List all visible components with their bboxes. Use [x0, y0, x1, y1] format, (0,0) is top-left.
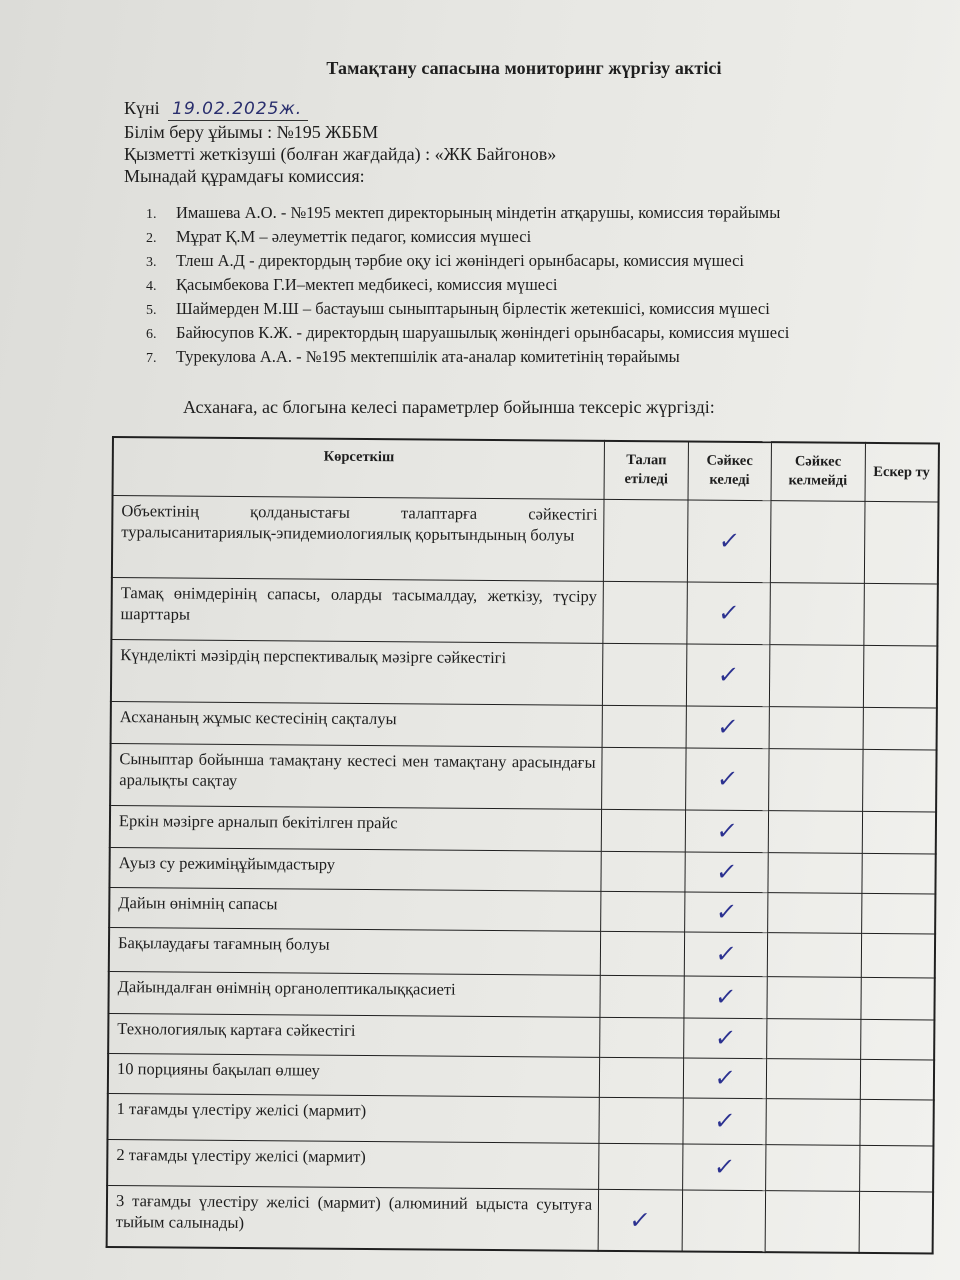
indicator-cell: 1 тағамды үлестіру желісі (мармит)	[107, 1093, 599, 1143]
checkmark-icon: ✓	[712, 1152, 737, 1181]
indicator-cell: Бақылаудағы тағамның болуы	[109, 927, 601, 975]
indicator-cell: Дайындалған өнімнің органолептикалыққасиеті	[108, 971, 600, 1017]
commission-member	[146, 273, 789, 297]
required-cell	[600, 931, 684, 976]
table-row	[112, 495, 939, 583]
non-compliant-cell	[769, 706, 863, 749]
document-title: Тамақтану сапасына мониторинг жүргізу актісі	[326, 58, 722, 78]
required-cell	[601, 891, 685, 932]
checkmark-icon: ✓	[715, 660, 741, 689]
table-row	[109, 847, 935, 893]
note-cell	[864, 501, 939, 584]
note-cell	[863, 583, 937, 646]
member-text: Тлеш А.Д - директордың тәрбие оқу ісі жөніндегі орынбасары, комиссия мүшесі	[176, 251, 744, 270]
compliant-cell	[683, 1058, 766, 1099]
commission-member	[146, 201, 789, 225]
commission-member	[146, 225, 789, 249]
date-label: Күні	[124, 98, 160, 118]
date-value-handwritten: 19.02.2025ж.	[168, 98, 308, 121]
non-compliant-cell	[768, 748, 862, 811]
inspection-intro: Асханаға, ас блогына келесі параметрлер бойынша тексеріс жүргізді:	[183, 397, 715, 417]
indicator-cell: 2 тағамды үлестіру желісі (мармит)	[107, 1139, 599, 1189]
commission-members-list	[146, 201, 789, 369]
required-cell	[600, 1017, 684, 1058]
commission-member	[146, 345, 789, 369]
commission-label: Мынадай құрамдағы комиссия:	[124, 166, 365, 186]
checkmark-icon: ✓	[715, 764, 740, 793]
note-cell	[859, 1191, 933, 1254]
compliant-cell	[687, 500, 770, 583]
commission-member	[146, 297, 789, 321]
header-note: Ескер ту	[865, 443, 939, 502]
table-row	[107, 1139, 933, 1191]
member-text: Байюсупов К.Ж. - директордың шаруашылық жөніндегі орынбасары, комиссия мүшесі	[176, 323, 790, 342]
non-compliant-cell	[767, 892, 861, 933]
note-cell	[860, 1099, 934, 1146]
required-cell	[601, 851, 685, 892]
indicator-cell: Объектінің қолданыстағы талаптарға сәйкестігі туралысанитариялық-эпидемиологиялық қорытындының болуы	[112, 495, 604, 581]
compliant-cell	[686, 706, 769, 749]
member-text: Имашева А.О. - №195 мектеп директорының міндетін атқарушы, комиссия төрайымы	[176, 203, 781, 222]
checkmark-icon: ✓	[714, 857, 739, 886]
checkmark-icon: ✓	[715, 712, 740, 741]
commission-member	[146, 321, 789, 345]
non-compliant-cell	[767, 932, 861, 977]
compliant-cell	[683, 1144, 766, 1191]
required-cell	[599, 1057, 683, 1098]
compliant-cell	[685, 810, 768, 853]
table-row	[109, 927, 935, 977]
member-text: Қасымбекова Г.И–мектеп медбикесі, комиссия мүшесі	[176, 275, 558, 294]
checkmark-icon: ✓	[714, 816, 739, 845]
indicator-cell: Ауыз су режиміңұйымдастыру	[109, 847, 601, 891]
compliant-cell	[686, 644, 769, 707]
compliant-cell	[684, 1018, 767, 1059]
non-compliant-cell	[766, 1058, 860, 1099]
compliant-cell	[687, 582, 770, 645]
indicator-cell: Күнделікті мәзірдің перспективалық мәзірге сәйкестігі	[111, 639, 603, 705]
checkmark-icon: ✓	[712, 1106, 737, 1135]
note-cell	[862, 853, 936, 894]
non-compliant-cell	[770, 582, 864, 645]
compliant-cell	[684, 932, 767, 977]
indicator-cell: 3 тағамды үлестіру желісі (мармит) (алюминий ыдыста суытуға тыйым салынады)	[107, 1185, 599, 1251]
note-cell	[860, 1019, 934, 1060]
document-info	[124, 97, 556, 187]
table-row	[109, 887, 935, 933]
note-cell	[861, 893, 935, 934]
member-number: 2.	[146, 231, 157, 246]
table-row	[110, 743, 936, 811]
header-non-compliant: Сәйкес келмейді	[771, 442, 865, 501]
compliant-cell	[682, 1190, 765, 1253]
non-compliant-cell	[770, 500, 864, 583]
required-cell	[604, 499, 688, 582]
table-row	[108, 1053, 934, 1099]
required-cell	[602, 705, 686, 748]
member-text: Шаймерден М.Ш – бастауыш сыныптарының бірлестік жетекшісі, комиссия мүшесі	[176, 299, 770, 318]
indicator-cell: Дайын өнімнің сапасы	[109, 887, 601, 931]
note-cell	[863, 707, 937, 750]
compliant-cell	[685, 852, 768, 893]
table-row	[110, 805, 936, 853]
non-compliant-cell	[767, 976, 861, 1019]
checkmark-icon: ✓	[713, 939, 738, 968]
required-cell	[603, 643, 687, 706]
required-cell	[601, 809, 685, 852]
required-cell	[598, 1189, 682, 1252]
member-number: 5.	[146, 303, 157, 318]
compliant-cell	[684, 976, 767, 1019]
member-text: Мұрат Қ.М – әлеуметтік педагог, комиссия мүшесі	[176, 227, 532, 246]
note-cell	[862, 749, 936, 812]
indicator-cell: Асхананың жұмыс кестесінің сақталуы	[111, 701, 603, 747]
checkmark-icon: ✓	[713, 1023, 738, 1052]
required-cell	[599, 1143, 683, 1190]
note-cell	[860, 1059, 934, 1100]
header-compliant: Сәйкес келеді	[688, 442, 771, 501]
member-number: 4.	[146, 279, 157, 294]
compliant-cell	[683, 1098, 766, 1145]
checkmark-icon: ✓	[628, 1205, 653, 1234]
member-number: 1.	[146, 207, 157, 222]
required-cell	[603, 581, 687, 644]
member-number: 7.	[146, 351, 157, 366]
supplier-line: Қызметті жеткізуші (болған жағдайда) : «ЖК Байгонов»	[124, 144, 557, 164]
note-cell	[862, 811, 936, 854]
compliant-cell	[686, 748, 769, 811]
non-compliant-cell	[768, 852, 862, 893]
table-row	[108, 971, 934, 1019]
checkmark-icon: ✓	[712, 1063, 737, 1092]
table-row	[107, 1185, 933, 1253]
non-compliant-cell	[766, 1018, 860, 1059]
table-row	[111, 701, 937, 749]
member-number: 3.	[146, 255, 157, 270]
checkmark-icon: ✓	[716, 526, 742, 555]
non-compliant-cell	[765, 1190, 859, 1253]
member-text: Турекулова А.А. - №195 мектепшілік ата-аналар комитетінің төрайымы	[176, 347, 680, 366]
checkmark-icon: ✓	[714, 897, 739, 926]
required-cell	[599, 1097, 683, 1144]
header-indicator: Көрсеткіш	[113, 437, 605, 499]
required-cell	[602, 747, 686, 810]
indicator-cell: Сыныптар бойынша тамақтану кестесі мен тамақтану арасындағы аралықты сақтау	[110, 743, 602, 809]
table-header-row	[113, 437, 939, 501]
indicator-cell: Технологиялық картаға сәйкестігі	[108, 1013, 600, 1057]
indicator-cell: 10 порцияны бақылап өлшеу	[108, 1053, 600, 1097]
table-row	[111, 577, 937, 645]
non-compliant-cell	[765, 1144, 859, 1191]
required-cell	[600, 975, 684, 1018]
compliant-cell	[685, 892, 768, 933]
indicator-cell: Тамақ өнімдерінің сапасы, оларды тасымалдау, жеткізу, түсіру шарттары	[111, 577, 603, 643]
date-line	[124, 97, 556, 121]
note-cell	[861, 977, 935, 1020]
header-required: Талап етіледі	[604, 441, 688, 500]
table-row	[111, 639, 937, 707]
inspection-table	[106, 436, 940, 1254]
indicator-cell: Еркін мәзірге арналып бекітілген прайс	[110, 805, 602, 851]
organization-line: Білім беру ұйымы : №195 ЖББМ	[124, 122, 379, 142]
non-compliant-cell	[768, 810, 862, 853]
table-row	[107, 1093, 933, 1145]
commission-member	[146, 249, 789, 273]
table-row	[108, 1013, 934, 1059]
checkmark-icon: ✓	[716, 598, 741, 627]
note-cell	[861, 933, 935, 978]
non-compliant-cell	[766, 1098, 860, 1145]
checkmark-icon: ✓	[713, 982, 738, 1011]
member-number: 6.	[146, 327, 157, 342]
non-compliant-cell	[769, 644, 863, 707]
note-cell	[863, 645, 937, 708]
note-cell	[859, 1145, 933, 1192]
